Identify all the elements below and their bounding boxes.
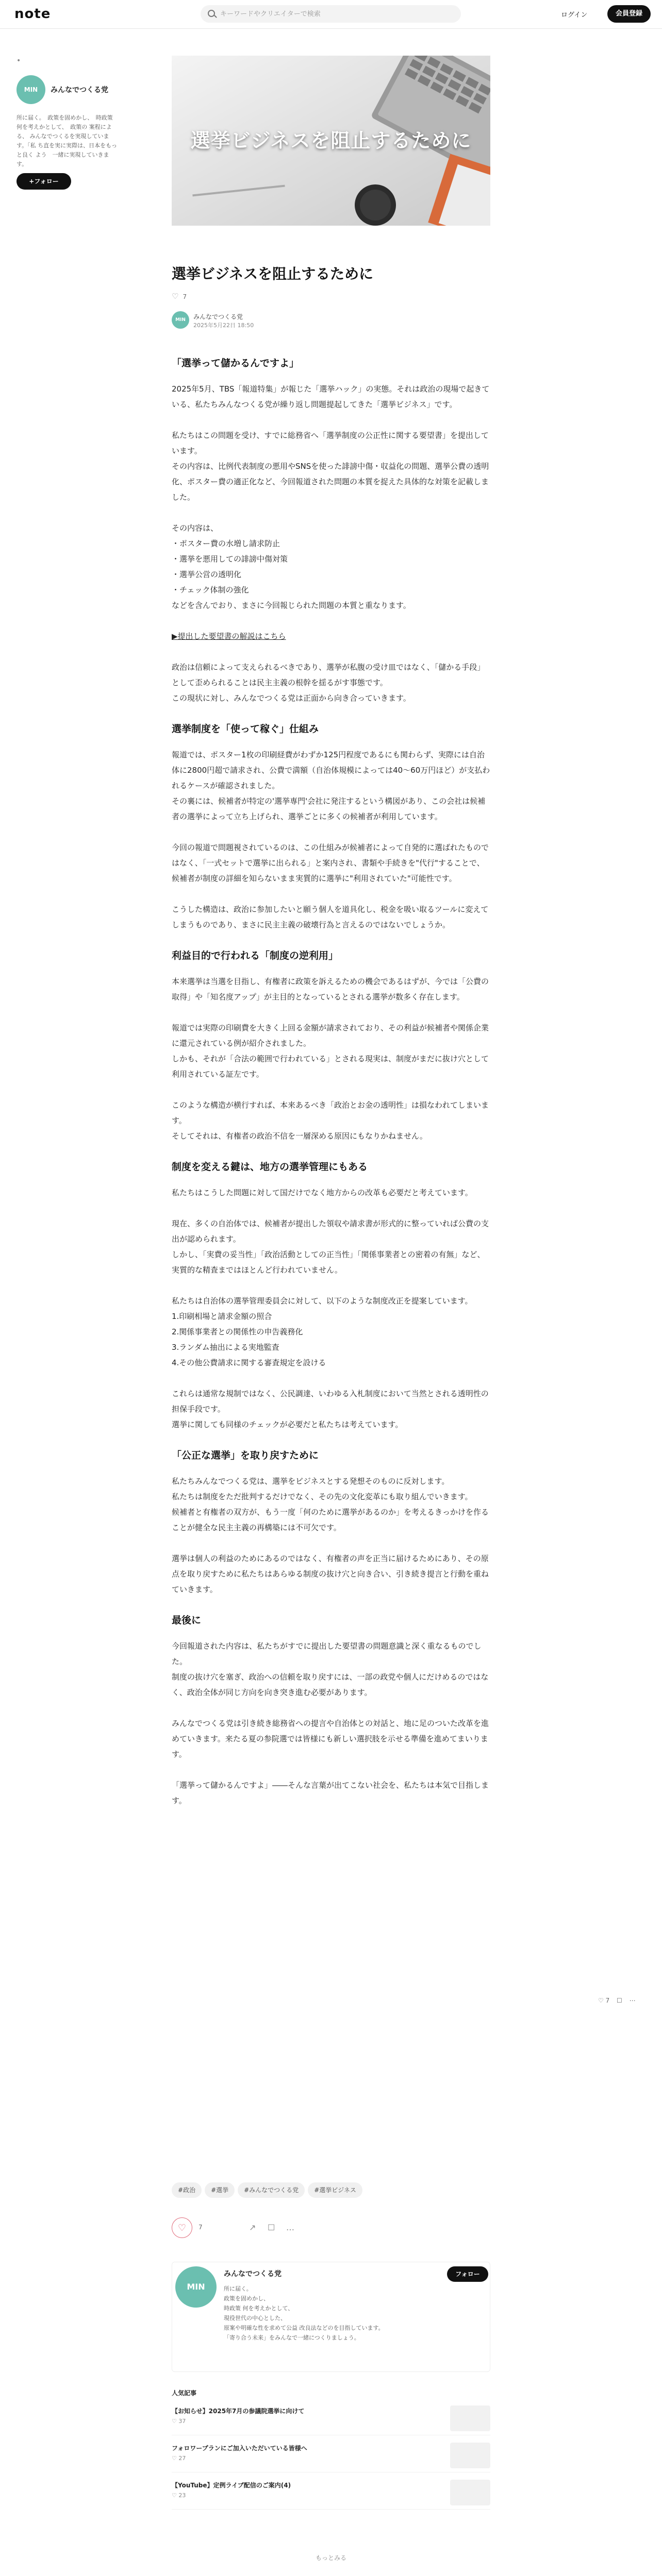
paragraph: 私たちはこの問題を受け、すでに総務省へ「選挙制度の公正性に関する要望書」を提出しています。 その内容は、比例代表制度の悪用やSNSを使った誹謗中傷・収益化の問題、選挙公費の透明化、ポスター費の適正化など、今回報道された問題の本質を捉えた具体的な対策を記載しました。 [172, 431, 489, 502]
share-icon[interactable]: ↗ [249, 2223, 256, 2232]
note-logo[interactable]: note [14, 6, 51, 22]
login-link[interactable]: ログイン [561, 11, 588, 19]
article-body [172, 355, 490, 1824]
floating-action-bar[interactable] [598, 1997, 641, 2004]
section-heading: 制度を変える鍵は、地方の選挙管理にもある [172, 1161, 368, 1173]
paragraph: このような構造が横行すれば、本来あるべき「政治とお金の透明性」は損なわれてしまいます。 そしてそれは、有権者の政治不信を一層深める原因にもなりかねません。 [172, 1100, 489, 1141]
popular-title: 【お知らせ】2025年7月の参議院選挙に向けて [172, 2408, 305, 2415]
section-heading: 利益目的で行われる「制度の逆利用」 [172, 950, 339, 961]
paragraph: 私たちはこうした問題に対して国だけでなく地方からの改革も必要だと考えています。 [172, 1188, 473, 1197]
popular-articles [172, 2388, 490, 2515]
popular-likes: ♡ 37 [172, 2418, 186, 2425]
paragraph: 2025年5月、TBS「報道特集」が報じた「選挙ハック」の実態。それは政治の現場で起きている、私たちみんなつくる党が繰り返し問題提起してきた「選挙ビジネス」です。 [172, 384, 490, 409]
popular-thumbnail [450, 2443, 490, 2468]
sidebar-follow-button[interactable]: +フォロー [16, 173, 71, 190]
paragraph: みんなでつくる党は引き続き総務省への提言や自治体との対話と、地に足のついた改革を進めていきます。来たる夏の参院選では皆様にも新しい選択肢を示せる準備を進めてまいります。 [172, 1719, 489, 1759]
profile-follow-button[interactable]: フォロー [447, 2266, 488, 2282]
article-actions [172, 2213, 490, 2242]
paragraph: 選挙は個人の利益のためにあるのではなく、有権者の声を正当に届けるためにあり、その原点を取り戻すために私たちはあらゆる制度の抜け穴と向き合い、引き続き提言と行動を重ねていきます。 [172, 1554, 489, 1594]
popular-likes: ♡ 27 [172, 2455, 186, 2462]
tag-list [172, 2182, 366, 2198]
publish-date: 2025年5月22日 18:50 [193, 322, 254, 329]
profile-bio: 所に届く。 政策を固めかし、 時政策 何を考えかとして、 現役世代の中心とした、 原案や明確な性を求めて公益 改良法などのを目指しています。 「寄り合う未来」をみんなで一緒につくりましょう。 [224, 2285, 384, 2341]
search-icon [208, 10, 215, 17]
paragraph: 本来選挙は当選を目指し、有権者に政策を訴えるための機会であるはずが、今では「公費の取得」や「知名度アップ」が主目的となっているとされる選挙が数多く存在します。 [172, 977, 489, 1002]
author-name[interactable]: みんなでつくる党 [193, 313, 243, 320]
hashtag-chip[interactable]: #選挙ビジネス [308, 2182, 362, 2198]
paragraph: これらは通常な規制ではなく、公民調達、いわゆる入札制度において当然とされる透明性の担保手段です。 選挙に関しても同様のチェックが必要だと私たちは考えています。 [172, 1389, 489, 1429]
heart-icon: ♡ [172, 292, 179, 301]
paragraph: 政治は信頼によって支えられるべきであり、選挙が私腹の受け皿ではなく、「儲かる手段」として歪められることは民主主義の根幹を揺るがす事態です。 この現状に対し、みんなでつくる党は正面から向き合っていきます。 [172, 663, 485, 703]
popular-heading: 人気記事 [172, 2389, 197, 2397]
like-count: 7 [183, 293, 187, 300]
section-heading: 最後に [172, 1615, 202, 1626]
sidebar-marker: • [16, 57, 21, 65]
creator-profile-card [172, 2262, 490, 2372]
popular-thumbnail [450, 2405, 490, 2431]
section-heading: 「公正な選挙」を取り戻すために [172, 1450, 319, 1461]
paragraph: 「選挙って儲かるんですよ」――そんな言葉が出てこない社会を、私たちは本気で目指します。 [172, 1781, 489, 1805]
paragraph: 報道では実際の印刷費を大きく上回る金額が請求されており、その利益が候補者や関係企業に還元されている例が紹介されました。 しかも、それが「合法の範囲で行われている」とされる現実は、制度がまだに抜け穴として利用されている証左です。 [172, 1023, 489, 1079]
section-heading: 選挙制度を「使って稼ぐ」仕組み [172, 723, 319, 735]
floating-comment-icon[interactable]: ☐ [617, 1997, 622, 2004]
article-title: 選挙ビジネスを阻止するために [172, 265, 374, 282]
site-header [0, 0, 662, 29]
hero-title: 選挙ビジネスを阻止するために [190, 129, 472, 152]
signup-button[interactable]: 会員登録 [607, 5, 651, 23]
more-link[interactable]: もっとみる [315, 2554, 346, 2562]
floating-more-icon[interactable]: ⋯ [629, 1997, 636, 2004]
paragraph: こうした構造は、政治に参加したいと願う個人を道具化し、税金を吸い取るツールに変えてしまうものであり、まさに民主主義の破壊行為と言えるのではないでしょうか。 [172, 905, 489, 929]
like-button[interactable]: ♡ [172, 2217, 192, 2238]
profile-name[interactable]: みんなでつくる党 [224, 2270, 282, 2278]
top-like-count[interactable] [172, 292, 187, 301]
popular-title: 【YouTube】定例ライブ配信のご案内(4) [172, 2482, 291, 2489]
paragraph: 報道では、ポスター1枚の印刷経費がわずか125円程度であるにも関わらず、実際には自治体に2800円超で請求され、公費で満額（自治体規模によっては40〜60万円ほど）が支払われるケースが確認されました。 その裏には、候補者が特定の'選挙専門'会社に発注するという構図があり、この会社は候補者の選挙によって立ち上げられ、選挙ごとに多くの候補者が利用しています。 [172, 750, 490, 821]
paragraph: 今回の報道で問題視されているのは、この仕組みが候補者によって自発的に選ばれたものではなく、「一式セットで選挙に出られる」と案内され、書類や手続きを"代行"することで、候補者が制度の詳細を知らないまま実質的に選挙に"利用されていた"可能性です。 [172, 843, 489, 883]
hashtag-chip[interactable]: #みんなでつくる党 [238, 2182, 305, 2198]
paragraph: その内容は、 ・ポスター費の水増し請求防止 ・選挙を悪用しての誹謗中傷対策 ・選挙公営の透明化 ・チェック体制の強化 などを含んでおり、まさに今回報じられた問題の本質と重なります。 [172, 523, 411, 610]
hero-image [172, 56, 490, 226]
hashtag-chip[interactable]: #選挙 [205, 2182, 235, 2198]
inline-link[interactable]: ▶提出した要望書の解説はこちら [172, 632, 286, 641]
sidebar-avatar[interactable]: MIN [16, 75, 45, 104]
search-input[interactable] [220, 5, 452, 23]
link-paragraph [172, 629, 490, 644]
paragraph: 私たちみんなでつくる党は、選挙をビジネスとする発想そのものに反対します。 私たちは制度をただ批判するだけでなく、その先の文化変革にも取り組んでいきます。 候補者と有権者の双方が、もう一度「何のために選挙があるのか」を考えるきっかけを作ることが健全な民主主義の再構築には不可欠です。 [172, 1477, 489, 1532]
floating-like[interactable]: ♡ 7 [598, 1997, 610, 2004]
more-icon[interactable]: … [286, 2223, 294, 2232]
popular-item[interactable] [172, 2403, 490, 2435]
popular-item[interactable] [172, 2441, 490, 2472]
action-like-count: 7 [198, 2224, 203, 2231]
paragraph: 現在、多くの自治体では、候補者が提出した領収や請求書が形式的に整っていれば公費の支出が認められます。 しかし、「実費の妥当性」「政治活動としての正当性」「関係事業者との密着の有無」など、実質的な精査まではほとんど行われていません。 [172, 1219, 489, 1275]
search-bar[interactable] [201, 5, 461, 23]
popular-likes: ♡ 23 [172, 2492, 186, 2499]
hashtag-chip[interactable]: #政治 [172, 2182, 202, 2198]
sidebar-bio: 所に届く。 政策を固めかし、 時政策 何を考えかとして、 政策の 案程による、 みんなでつくるを実現しています。「私 ち直を実に実際は、日本をもっと良く よう 一緒に実現していきます。 [16, 114, 118, 167]
paragraph: 今回報道された内容は、私たちがすでに提出した要望書の問題意識と深く重なるものでした。 制度の抜け穴を塞ぎ、政治への信頼を取り戻すには、一部の政党や個人にだけめるのではなく、政治全体が同じ方向を向き突き進む必要があります。 [172, 1641, 489, 1697]
author-avatar[interactable]: MIN [172, 311, 189, 329]
section-heading: 「選挙って儲かるんですよ」 [172, 358, 300, 369]
profile-avatar[interactable]: MIN [175, 2266, 217, 2308]
paragraph: 私たちは自治体の選挙管理委員会に対して、以下のような制度改正を提案しています。 1.印刷相場と請求金額の照合 2.関係事業者との関係性の申告義務化 3.ランダム抽出による実地監査 4.その他公費請求に関する審査規定を設ける [172, 1296, 473, 1367]
popular-title: フォロワープランにご加入いただいている皆様へ [172, 2445, 307, 2452]
comment-icon[interactable]: ☐ [268, 2223, 275, 2232]
sidebar-creator-name[interactable]: みんなでつくる党 [51, 86, 108, 94]
popular-thumbnail [450, 2480, 490, 2505]
popular-item[interactable] [172, 2478, 490, 2510]
